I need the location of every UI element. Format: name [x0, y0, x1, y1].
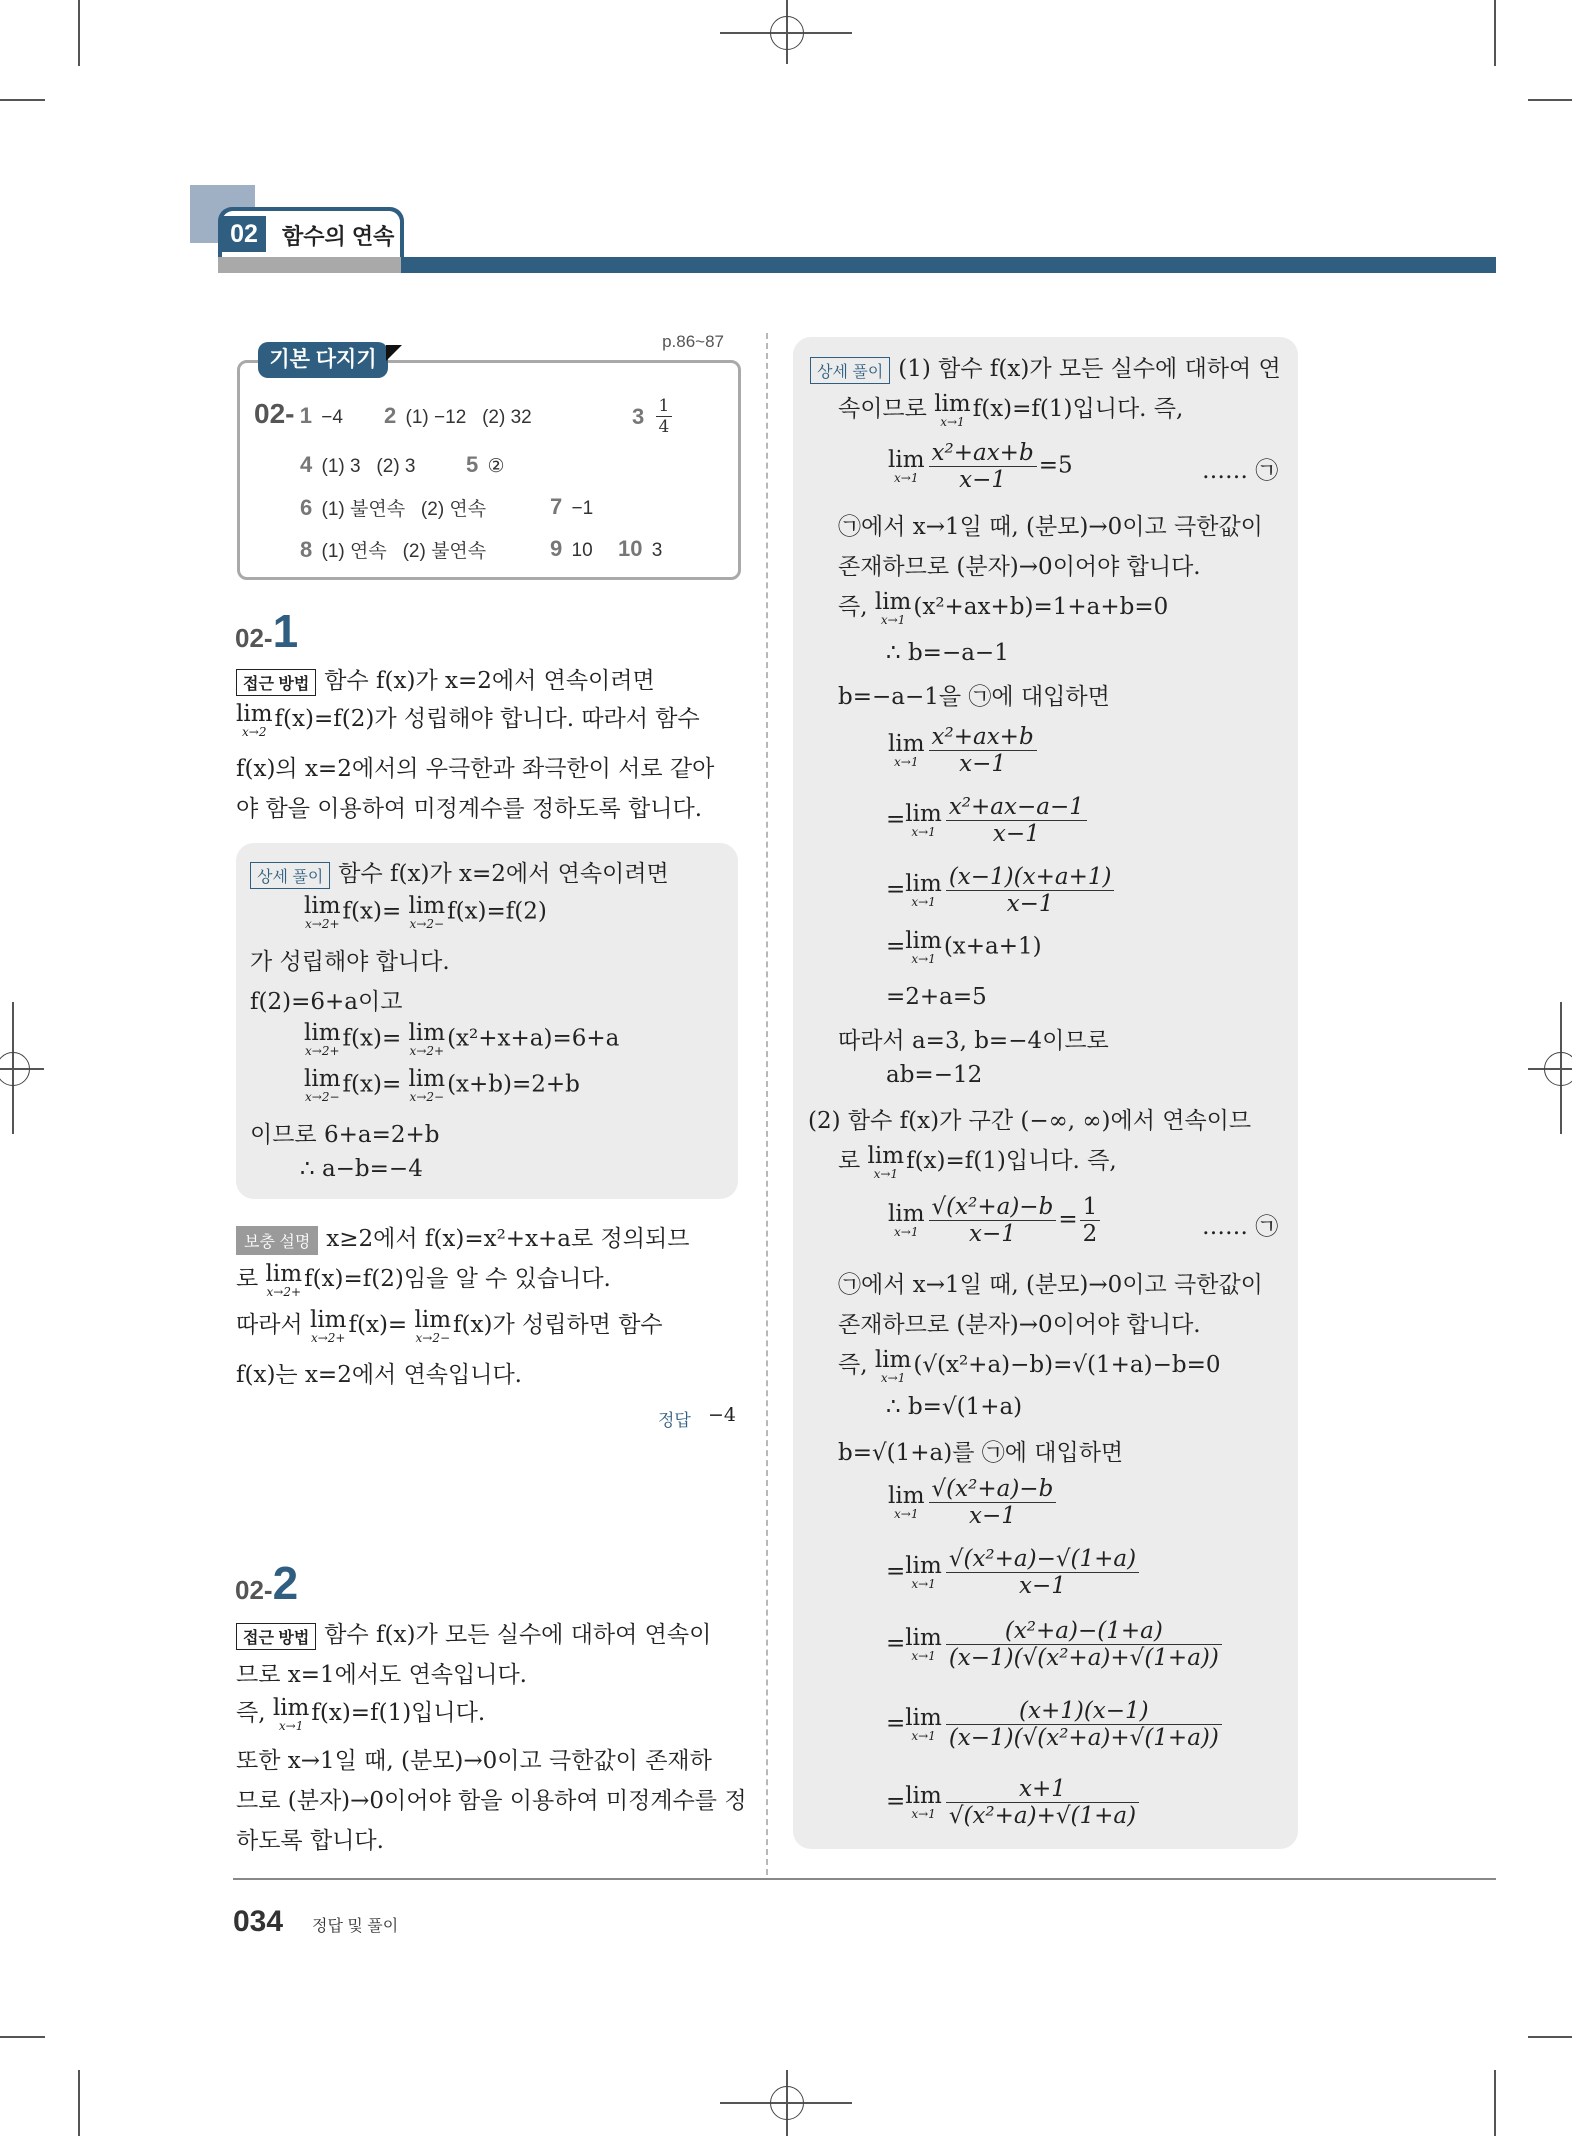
- basic-row: [618, 536, 662, 562]
- approach-line: 므로 x=1에서도 연속입니다.: [236, 1662, 527, 1688]
- answer-value: ②: [487, 456, 505, 477]
- basic-row: [254, 398, 343, 430]
- answer-value: −4: [708, 1404, 737, 1426]
- answer-value: (1) −12 (2) 32: [405, 407, 532, 428]
- answer-fraction: $\frac{1}{4}$: [656, 396, 673, 437]
- crop-mark: [78, 2070, 80, 2136]
- detail-line: 즉, lim x→1 (x²+ax+b)=1+a+b=0: [838, 588, 1169, 627]
- answer-value: −4: [321, 407, 343, 428]
- math-line: lim x→1 $\frac{\text{√(x²+a)−b}}{x-1}$ = $\frac{1}{2}$: [888, 1194, 1102, 1247]
- math-line: = lim x→1 $\frac{(x+1)(x-1)}{\text{(x−1)(√(x²+a)+√(1+a))}}$: [886, 1698, 1224, 1751]
- approach-line: 또한 x→1일 때, (분모)→0이고 극한값이 존재하: [236, 1748, 712, 1774]
- basic-row: [300, 536, 486, 563]
- detail-line: 즉, lim x→1 (√(x²+a)−b)=√(1+a)−b=0: [838, 1346, 1221, 1385]
- crop-mark: [1528, 2036, 1572, 2038]
- registration-mark: [770, 2086, 804, 2120]
- detail-line: lim x→2+ f(x)= lim x→2− f(x)=f(2): [304, 893, 547, 931]
- header-bar-accent: [218, 257, 401, 273]
- detail-line: 속이므로 lim x→1 f(x)=f(1)입니다. 즉,: [838, 390, 1184, 429]
- detail-line: 가 성립해야 합니다.: [250, 949, 450, 975]
- detail-line: f(2)=6+a이고: [250, 989, 403, 1015]
- detail-line: ㉠에서 x→1일 때, (분모)→0이고 극한값이: [838, 514, 1263, 540]
- detail-line: (2) 함수 f(x)가 구간 (−∞, ∞)에서 연속이므: [808, 1108, 1252, 1134]
- detail-line: 상세 풀이 함수 f(x)가 x=2에서 연속이려면: [250, 855, 669, 889]
- detail-tag: 상세 풀이: [810, 357, 890, 384]
- supplement-line: 로 lim x→2+ f(x)=f(2)임을 알 수 있습니다.: [236, 1260, 611, 1299]
- math-line: = lim x→1 $\frac{(x-1)(x+a+1)}{x-1}$: [886, 864, 1116, 917]
- math-line: = lim x→1 $\frac{x+1}{\text{√(x²+a)+√(1+a)}}$: [886, 1776, 1141, 1829]
- column-divider: [766, 333, 768, 1875]
- basic-row: [550, 494, 593, 520]
- registration-mark: [0, 1052, 30, 1086]
- page-number: 034: [233, 1905, 284, 1938]
- detail-line: b=−a−1을 ㉠에 대입하면: [838, 684, 1110, 710]
- crop-mark: [1494, 0, 1496, 66]
- detail-line: 존재하므로 (분자)→0이어야 합니다.: [838, 1312, 1201, 1338]
- detail-line: lim x→2− f(x)= lim x→2− (x+b)=2+b: [304, 1066, 580, 1104]
- math-line: = lim x→1 $\frac{\text{x²+ax−a−1}}{x-1}$: [886, 794, 1089, 847]
- crop-mark: [1528, 99, 1572, 101]
- basic-row: [466, 452, 505, 478]
- answer-value: 10: [571, 540, 593, 561]
- basic-row: [632, 396, 674, 437]
- detail-line: ab=−12: [886, 1062, 983, 1088]
- detail-line: lim x→2+ f(x)= lim x→2+ (x²+x+a)=6+a: [304, 1020, 620, 1058]
- answer-num: 2: [384, 403, 397, 428]
- approach-line: 접근 방법 함수 f(x)가 모든 실수에 대하여 연속이: [236, 1616, 711, 1650]
- equation-marker: …… ㉠: [1202, 1214, 1279, 1240]
- math-line: =2+a=5: [886, 984, 987, 1010]
- answer-label: 정답: [658, 1411, 691, 1430]
- approach-line: 즉, lim x→1 f(x)=f(1)입니다.: [236, 1694, 486, 1733]
- supplement-line: 따라서 lim x→2+ f(x)= lim x→2− f(x)가 성립하면 함수: [236, 1306, 663, 1345]
- footer-rule: [233, 1878, 1496, 1880]
- detail-line: ㉠에서 x→1일 때, (분모)→0이고 극한값이: [838, 1272, 1263, 1298]
- math-line: = lim x→1 (x+a+1): [886, 928, 1042, 966]
- answer-num: 10: [618, 536, 643, 561]
- approach-tag: 접근 방법: [236, 1623, 316, 1650]
- problem-label: 02-2: [235, 1557, 299, 1609]
- header-bar: [218, 257, 1496, 273]
- detail-line: 따라서 a=3, b=−4이므로: [838, 1028, 1109, 1054]
- answer-num: 6: [300, 495, 313, 520]
- answer-num: 4: [300, 452, 313, 477]
- crop-mark: [78, 0, 80, 66]
- math-line: lim x→1 $\frac{\text{√(x²+a)−b}}{x-1}$: [888, 1476, 1058, 1529]
- basic-row: [300, 494, 486, 521]
- supplement-line: f(x)는 x=2에서 연속입니다.: [236, 1362, 522, 1388]
- detail-line: 이므로 6+a=2+b: [250, 1122, 440, 1148]
- basic-row: [550, 536, 593, 562]
- approach-line: 하도록 합니다.: [236, 1828, 384, 1854]
- answer-value: (1) 불연속 (2) 연속: [321, 499, 487, 520]
- answer-num: 9: [550, 536, 563, 561]
- answer-value: 3: [651, 540, 663, 561]
- problem-label: 02-1: [235, 605, 299, 657]
- math-line: = lim x→1 $\frac{\text{√(x²+a)−√(1+a)}}{x-1}$: [886, 1546, 1141, 1599]
- math-line: = lim x→1 $\frac{\text{(x²+a)−(1+a)}}{\text{(x−1)(√(x²+a)+√(1+a))}}$: [886, 1618, 1224, 1671]
- answer-num: 3: [632, 403, 645, 429]
- approach-line: lim x→2 f(x)=f(2)가 성립해야 합니다. 따라서 함수: [236, 700, 700, 739]
- answer-num: 5: [466, 452, 479, 477]
- detail-line: b=√(1+a)를 ㉠에 대입하면: [838, 1440, 1124, 1466]
- answer-value: −1: [571, 498, 594, 519]
- approach-line: 므로 (분자)→0이어야 함을 이용하여 미정계수를 정: [236, 1788, 747, 1814]
- crop-mark: [1494, 2070, 1496, 2136]
- equation-marker: …… ㉠: [1202, 458, 1279, 484]
- basic-prefix: 02-: [254, 398, 295, 429]
- answer-value: (1) 연속 (2) 불연속: [321, 541, 487, 562]
- registration-mark: [1544, 1052, 1572, 1086]
- basic-tab: 기본 다지기: [258, 342, 388, 378]
- approach-tag: 접근 방법: [236, 669, 316, 696]
- crop-mark: [0, 99, 45, 101]
- answer-num: 7: [550, 494, 563, 519]
- page-reference: p.86~87: [662, 332, 724, 351]
- section-number: 02: [222, 216, 266, 252]
- footer-label: 정답 및 풀이: [312, 1918, 399, 1935]
- math-line: lim x→1 $\frac{\text{x²+ax+b}}{x-1}$: [888, 724, 1039, 777]
- registration-mark: [770, 16, 804, 50]
- approach-line: 야 함을 이용하여 미정계수를 정하도록 합니다.: [236, 796, 703, 822]
- detail-line: ∴ b=−a−1: [886, 640, 1009, 666]
- section-title: 함수의 연속: [282, 224, 395, 249]
- answer-num: 1: [299, 403, 312, 428]
- detail-line: ∴ b=√(1+a): [886, 1394, 1023, 1420]
- detail-line: 존재하므로 (분자)→0이어야 합니다.: [838, 554, 1201, 580]
- crop-mark: [0, 2036, 45, 2038]
- approach-line: f(x)의 x=2에서의 우극한과 좌극한이 서로 같아: [236, 756, 715, 782]
- detail-tag: 상세 풀이: [250, 862, 330, 889]
- supplement-tag: 보충 설명: [236, 1226, 318, 1255]
- math-line: lim x→1 $\frac{\text{x²+ax+b}}{x-1}$ =5: [888, 440, 1073, 493]
- basic-row: [300, 452, 416, 478]
- basic-row: [384, 403, 532, 429]
- detail-line: 로 lim x→1 f(x)=f(1)입니다. 즉,: [838, 1142, 1117, 1181]
- supplement-line: 보충 설명 x≥2에서 f(x)=x²+x+a로 정의되므: [236, 1220, 689, 1255]
- detail-line: ∴ a−b=−4: [300, 1156, 423, 1182]
- tab-notch: [386, 345, 402, 361]
- detail-line: 상세 풀이 (1) 함수 f(x)가 모든 실수에 대하여 연: [810, 350, 1281, 384]
- answer-num: 8: [300, 537, 313, 562]
- approach-line: 접근 방법 함수 f(x)가 x=2에서 연속이려면: [236, 662, 655, 696]
- answer-value: (1) 3 (2) 3: [321, 456, 416, 477]
